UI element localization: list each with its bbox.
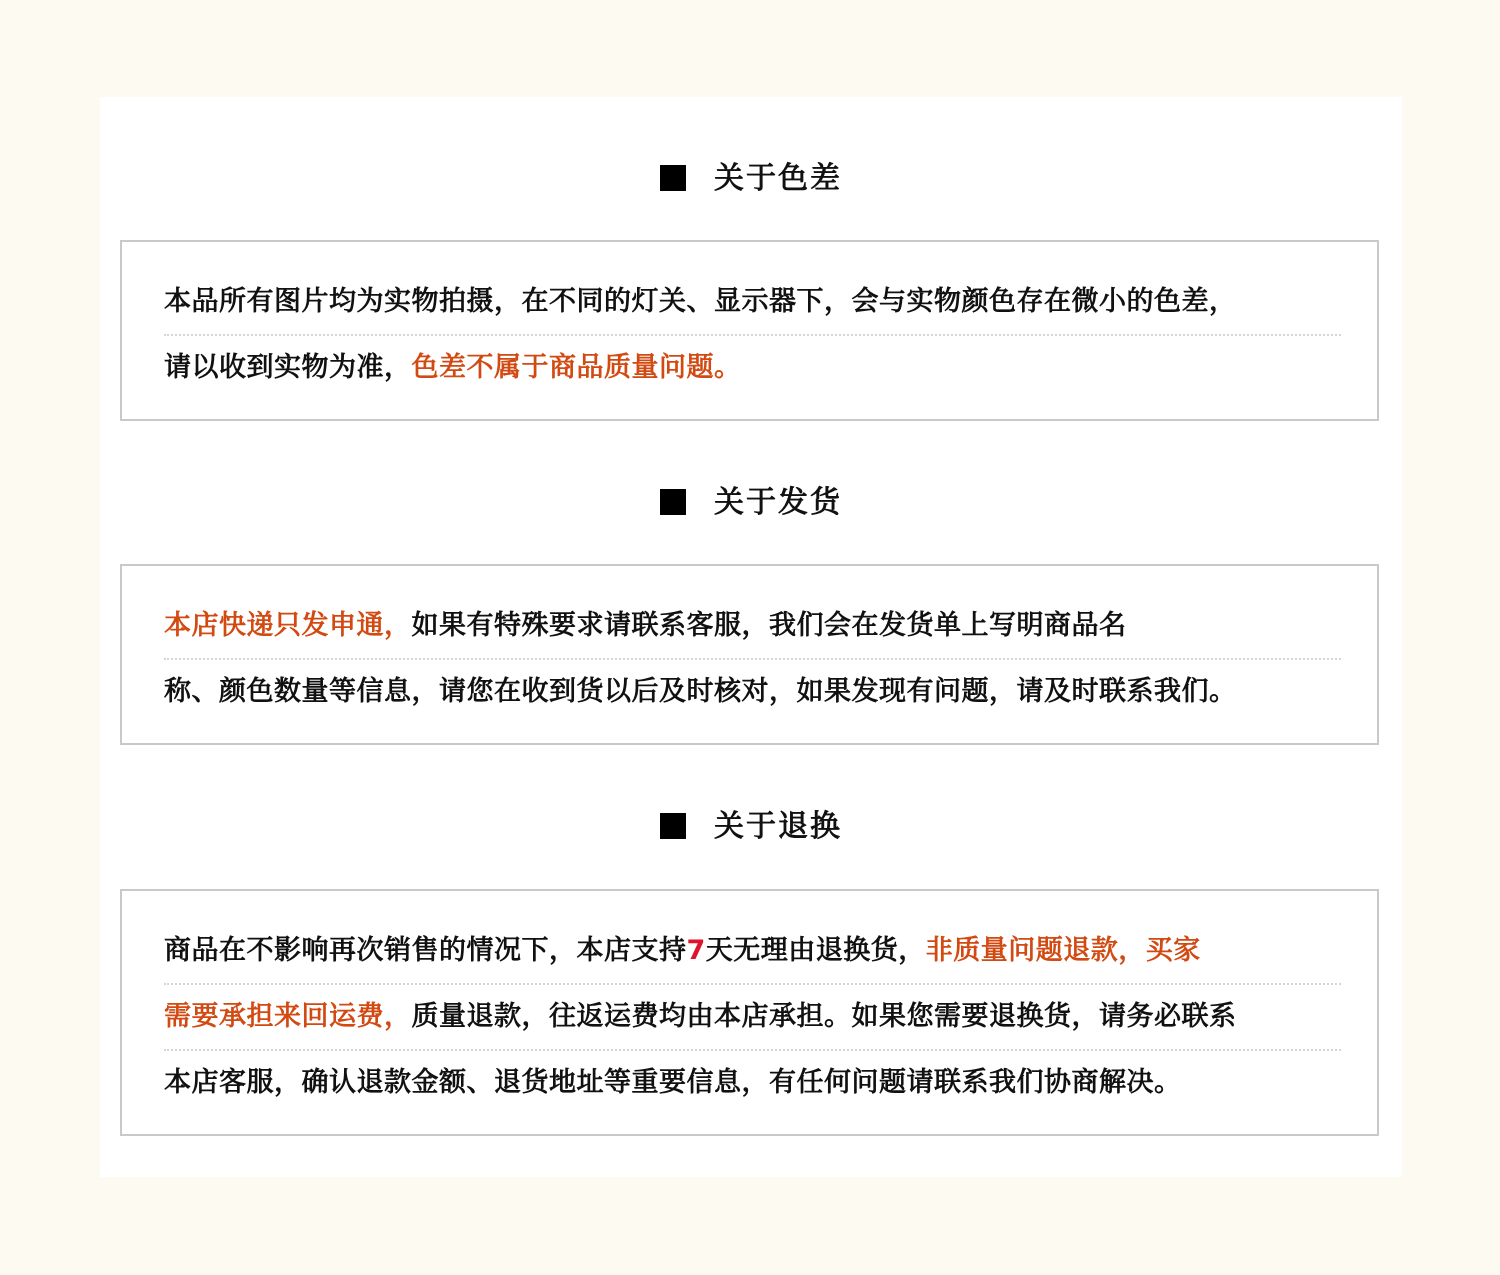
- highlight-text: 色差不属于商品质量问题。: [411, 352, 742, 383]
- text-line: [164, 270, 1341, 336]
- square-bullet-icon: [660, 165, 686, 191]
- info-panel: [100, 97, 1402, 1177]
- section-title-text: 关于发货: [714, 485, 842, 520]
- section-title-returns: [100, 807, 1402, 847]
- text-segment: 本店客服，确认退款金额、退货地址等重要信息，有任何问题请联系我们协商解决。: [164, 1067, 1182, 1098]
- text-line: [164, 336, 1341, 400]
- text-line: [164, 660, 1341, 724]
- color-difference-box: [120, 240, 1379, 421]
- text-line: [164, 594, 1341, 660]
- text-segment: 商品在不影响再次销售的情况下，本店支持: [164, 935, 687, 966]
- section-title-color-difference: [100, 159, 1402, 199]
- text-line: [164, 985, 1341, 1051]
- square-bullet-icon: [660, 813, 686, 839]
- section-title-text: 关于色差: [714, 161, 842, 196]
- section-title-shipping: [100, 483, 1402, 523]
- text-segment: 本品所有图片均为实物拍摄，在不同的灯关、显示器下，会与实物颜色存在微小的色差，: [164, 286, 1237, 317]
- text-segment: 称、颜色数量等信息，请您在收到货以后及时核对，如果发现有问题，请及时联系我们。: [164, 676, 1237, 707]
- highlight-number: 7: [686, 935, 706, 966]
- text-segment: 请以收到实物为准，: [164, 352, 412, 383]
- text-segment: 质量退款，往返运费均由本店承担。如果您需要退换货，请务必联系: [411, 1001, 1237, 1032]
- section-title-text: 关于退换: [714, 809, 842, 844]
- text-segment: 如果有特殊要求请联系客服，我们会在发货单上写明商品名: [411, 610, 1127, 641]
- highlight-text: 需要承担来回运费，: [164, 1001, 412, 1032]
- highlight-text: 非质量问题退款，买家: [925, 935, 1201, 966]
- text-line: [164, 919, 1341, 985]
- text-segment: 天无理由退换货，: [705, 935, 926, 966]
- shipping-box: [120, 564, 1379, 745]
- highlight-text: 本店快递只发申通，: [164, 610, 412, 641]
- text-line: [164, 1051, 1341, 1115]
- returns-box: [120, 889, 1379, 1136]
- square-bullet-icon: [660, 489, 686, 515]
